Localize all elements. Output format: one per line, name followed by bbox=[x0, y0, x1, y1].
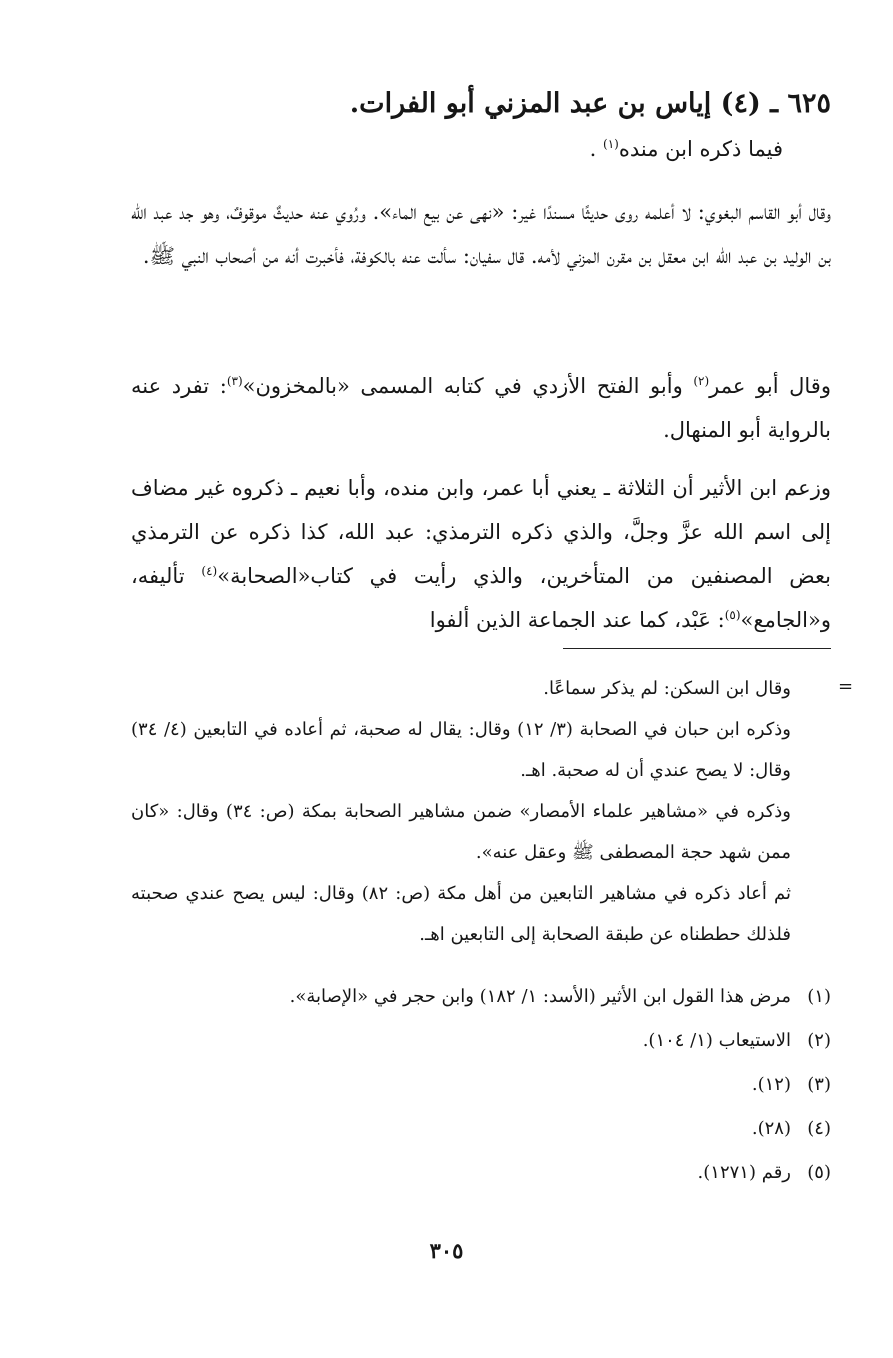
footnote-item bbox=[131, 1107, 831, 1151]
footnote-number: (٢) bbox=[807, 1030, 831, 1051]
entry-title: ٦٢٥ ـ (٤) إياس بن عبد المزني أبو الفرات. bbox=[349, 88, 831, 119]
footnote-ref-2[interactable]: (٢) bbox=[693, 374, 710, 388]
footnote-continuation-line: وذكره ابن حبان في الصحابة (٣/ ١٢) وقال: يقال له صحبة، ثم أعاده في التابعين (٤/ ٣٤) وقال: لا يصح عندي أن له صحبة. اهـ. bbox=[131, 719, 791, 781]
footnote-number: (٤) bbox=[807, 1118, 831, 1139]
footnote-item bbox=[131, 1063, 831, 1107]
paragraph-ibn-al-athir bbox=[131, 466, 831, 642]
footnote-text: مرض هذا القول ابن الأثير (الأسد: ١/ ١٨٢) وابن حجر في «الإصابة». bbox=[289, 986, 791, 1007]
footnote-ref-3[interactable]: (٣) bbox=[226, 374, 243, 388]
footnote-continuation-line: ثم أعاد ذكره في مشاهير التابعين من أهل مكة (ص: ٨٢) وقال: ليس يصح عندي صحبته فلذلك حططناه عن طبقة الصحابة إلى التابعين اهـ. bbox=[131, 883, 791, 945]
footnote-continuation-line: وذكره في «مشاهير علماء الأمصار» ضمن مشاهير الصحابة بمكة (ص: ٣٤) وقال: «كان ممن شهد حجة المصطفى ﷺ وعقل عنه». bbox=[131, 801, 791, 863]
footnote-ref-1[interactable]: (١) bbox=[603, 137, 619, 151]
footnote-continuation bbox=[131, 668, 791, 955]
footnote-ref-5[interactable]: (٥) bbox=[724, 608, 741, 622]
footnote-number: (١) bbox=[807, 986, 831, 1007]
paragraph-abu-umar-part-a: وقال أبو عمر bbox=[709, 374, 831, 398]
footnote-item bbox=[131, 1151, 831, 1195]
paragraph-ibn-al-athir-part-a: وزعم ابن الأثير أن الثلاثة ـ يعني أبا عمر، وابن منده، وأبا نعيم ـ ذكروه غير مضاف إلى اسم الله عزَّ وجلَّ، والذي ذكره الترمذي: عبد الله، كذا ذكره عن الترمذي بعض المصنفين من المتأخرين، والذي رأيت في كتاب«الصحابة» bbox=[131, 476, 831, 588]
entry-subtitle-text: فيما ذكره ابن منده bbox=[618, 137, 783, 161]
footnote-divider bbox=[563, 648, 831, 649]
paragraph-abu-umar bbox=[131, 364, 831, 452]
footnote-continued-mark: = bbox=[838, 676, 854, 697]
footnote-text: رقم (١٢٧١). bbox=[697, 1162, 791, 1183]
footnote-number: (٣) bbox=[807, 1074, 831, 1095]
entry-subtitle-end: . bbox=[589, 137, 604, 161]
footnote-continuation-line: وقال ابن السكن: لم يذكر سماعًا. bbox=[543, 678, 791, 699]
page-number: ٣٠٥ bbox=[429, 1238, 464, 1263]
entry-subtitle bbox=[133, 132, 783, 166]
footnote-ref-4[interactable]: (٤) bbox=[201, 564, 218, 578]
paragraph-ibn-al-athir-part-c: : عَبْد، كما عند الجماعة الذين ألفوا bbox=[429, 608, 725, 632]
footnote-number: (٥) bbox=[807, 1162, 831, 1183]
paragraph-ibn-al-athir-part-b: تأليفه، و«الجامع» bbox=[131, 564, 831, 632]
paragraph-baghawi: وقال أبو القاسم البغوي: لا أعلمه روى حديثًا مسندًا غير: «نهى عن بيع الماء». ورُوي عنه حديثٌ موقوفٌ، وهو جد عبد الله بن الوليد بن عبد الله ابن معقل بن مقرن المزني لأمه. قال سفيان: سألت عنه بالكوفة، فأخبرت أنه من أصحاب النبي ﷺ. bbox=[131, 200, 831, 268]
footnote-text: (٢٨). bbox=[751, 1118, 791, 1139]
footnote-item bbox=[131, 975, 831, 1019]
footnote-list bbox=[131, 975, 831, 1195]
footnote-text: الاستيعاب (١/ ١٠٤). bbox=[642, 1030, 791, 1051]
paragraph-abu-umar-part-b: وأبو الفتح الأزدي في كتابه المسمى «بالمخزون» bbox=[242, 374, 694, 398]
paragraph-abu-umar-part-c: : تفرد عنه بالرواية أبو المنهال. bbox=[131, 374, 831, 442]
footnote-item bbox=[131, 1019, 831, 1063]
footnote-text: (١٢). bbox=[751, 1074, 791, 1095]
